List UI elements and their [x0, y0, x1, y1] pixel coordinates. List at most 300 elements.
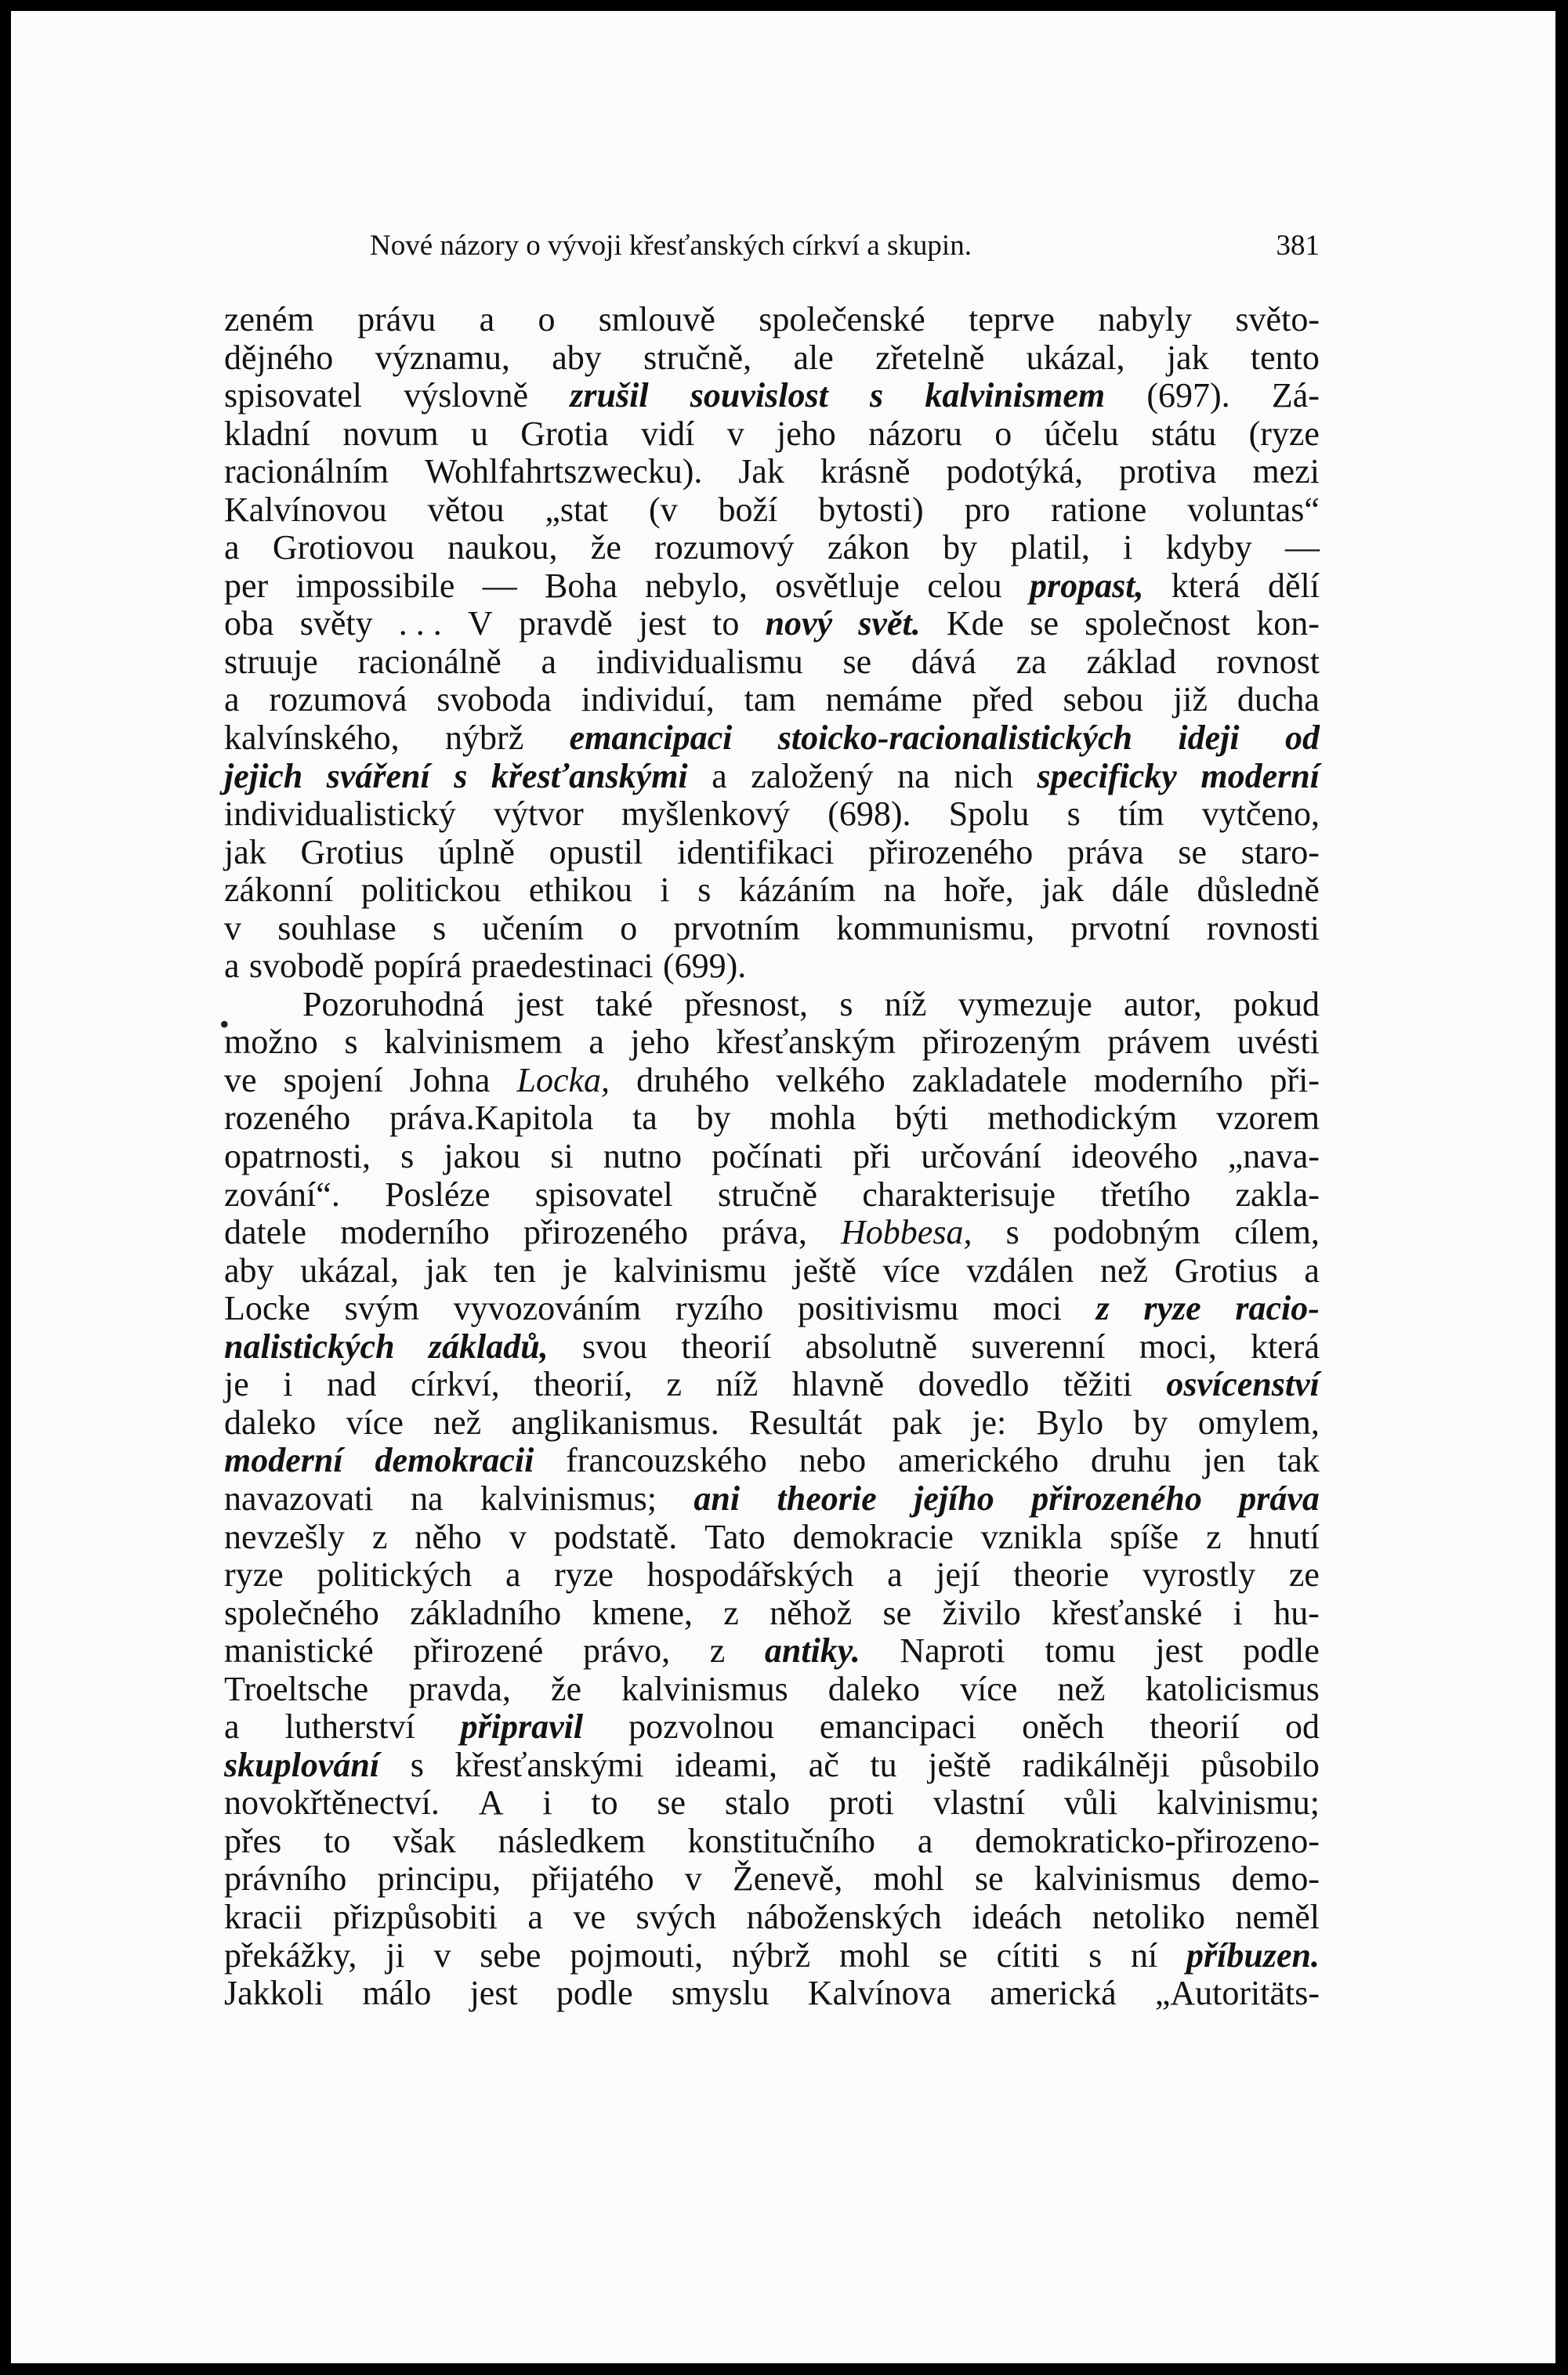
word: specificky: [1037, 756, 1177, 795]
word: rovnost: [1215, 642, 1320, 681]
word: zřetelně: [875, 338, 985, 377]
text-line: [224, 605, 1320, 643]
word: kalvinismus: [1034, 1859, 1201, 1899]
word: emancipaci: [819, 1707, 977, 1747]
word: Jak: [738, 452, 784, 491]
word: vznikla: [980, 1517, 1083, 1556]
word: Grotia: [520, 414, 609, 453]
word: nutno: [603, 1137, 683, 1176]
word: významu,: [375, 338, 510, 377]
word: osvícenství: [1166, 1365, 1320, 1404]
word: moci,: [1139, 1327, 1217, 1366]
word: i: [542, 1783, 552, 1823]
word: individualistický: [224, 795, 456, 834]
word: ani: [693, 1479, 741, 1518]
word: práva.Kapitola: [389, 1099, 594, 1138]
word: možno: [224, 1023, 318, 1062]
word: kdyby: [1165, 528, 1252, 567]
word: prvotním: [673, 908, 800, 947]
word: založený: [751, 756, 874, 795]
word: ukázal,: [1026, 338, 1125, 377]
word: cílem,: [1234, 1213, 1320, 1252]
word: ryzího: [675, 1289, 764, 1328]
word: principu,: [377, 1859, 502, 1899]
word: za: [1016, 642, 1047, 681]
word: navazovati: [224, 1479, 374, 1518]
text-line: [224, 1214, 1320, 1252]
word: přirozené: [413, 1631, 544, 1671]
word: podobným: [1052, 1213, 1201, 1252]
word: Kalvínovou: [224, 490, 387, 529]
word: demokraticko-přirozeno-: [975, 1821, 1320, 1860]
word: a: [527, 1897, 543, 1936]
word: vyvozováním: [453, 1289, 642, 1328]
word: Grotius: [1174, 1251, 1278, 1290]
word: oněch: [1022, 1707, 1105, 1747]
word: to: [324, 1821, 351, 1860]
word: na: [411, 1479, 444, 1518]
text-line: [224, 1176, 1320, 1215]
word: je: [562, 1251, 588, 1290]
word: cítiti: [996, 1935, 1060, 1975]
text-line: [224, 491, 1320, 530]
word: velkého: [776, 1060, 885, 1099]
word: ještě: [928, 1745, 991, 1784]
word: (v: [648, 490, 678, 529]
word: skuplování: [224, 1745, 380, 1784]
word: vzorem: [1216, 1099, 1320, 1138]
word: z: [666, 1365, 683, 1404]
word: stalo: [724, 1783, 790, 1823]
word: jen: [1203, 1441, 1246, 1480]
word: o: [994, 414, 1012, 453]
word: od: [1284, 719, 1320, 758]
text-line: [224, 1252, 1320, 1291]
word: již: [1173, 680, 1208, 719]
word: ideách: [972, 1897, 1063, 1936]
word: kalvinismu;: [1157, 1783, 1320, 1823]
word: prvotní: [1070, 908, 1171, 947]
word: s: [344, 1023, 358, 1062]
word: s: [410, 1745, 424, 1784]
word: a: [224, 680, 240, 719]
word: kalvinismem: [384, 1023, 563, 1062]
text-line: [224, 1366, 1320, 1404]
word: počínati: [712, 1137, 823, 1176]
word: i: [1123, 528, 1133, 567]
word: větou: [427, 490, 505, 529]
word: práva,: [722, 1213, 807, 1252]
running-header: [370, 229, 1320, 268]
word: aby: [552, 338, 602, 377]
text-line: [224, 567, 1320, 606]
word: kracii: [224, 1897, 303, 1936]
word: ve: [224, 1060, 257, 1099]
word: racionálně: [357, 642, 502, 681]
word: Locke: [224, 1289, 310, 1328]
word: i: [1233, 1593, 1243, 1632]
word: zování“.: [224, 1175, 340, 1214]
word: více: [882, 1251, 940, 1290]
word: tomu: [1045, 1631, 1116, 1671]
word: novokřtěnectví.: [224, 1783, 440, 1823]
text-line: [224, 643, 1320, 682]
word: tak: [1277, 1441, 1320, 1480]
word: to: [712, 604, 740, 643]
word: opustil: [549, 832, 643, 871]
text-line: [224, 1671, 1320, 1709]
word: moderní: [224, 1441, 343, 1480]
word: pokud: [1233, 984, 1320, 1023]
text-line: [224, 1404, 1320, 1443]
word: před: [972, 680, 1034, 719]
text-line: [224, 795, 1320, 834]
word: krásně: [820, 452, 911, 491]
word: stručně: [718, 1175, 818, 1214]
word: Locka,: [516, 1060, 610, 1099]
word: při: [853, 1137, 892, 1176]
word: z: [709, 1631, 726, 1671]
word: mezi: [1252, 452, 1320, 491]
word: přijatého: [531, 1859, 654, 1899]
word: zákon: [827, 528, 910, 567]
word: těžiti: [1063, 1365, 1132, 1404]
word: nebylo,: [645, 566, 748, 605]
word: málo: [362, 1974, 432, 2013]
word: druhého: [636, 1060, 750, 1099]
word: z: [1095, 1289, 1110, 1328]
word: protiva: [1118, 452, 1217, 491]
word: Kde: [946, 604, 1005, 643]
word: i: [660, 871, 670, 910]
word: křesťanskými: [491, 756, 688, 795]
word: přesnost,: [684, 984, 809, 1023]
word: politických: [317, 1555, 473, 1595]
word: ve: [573, 1897, 606, 1936]
word: methodickým: [987, 1099, 1178, 1138]
text-line: [224, 1975, 1320, 2013]
word: se: [657, 1783, 686, 1823]
word: theorií: [681, 1327, 772, 1366]
word: a: [917, 1821, 933, 1860]
word: popírá: [373, 947, 462, 986]
word: pozvolnou: [628, 1707, 774, 1747]
word: s: [839, 984, 853, 1023]
word: voluntas“: [1187, 490, 1320, 529]
text-line: [224, 719, 1320, 758]
word: „nava-: [1227, 1137, 1320, 1176]
word: hlavně: [791, 1365, 885, 1404]
word: určování: [921, 1137, 1042, 1176]
word: theorie: [1013, 1555, 1110, 1595]
word: individuí,: [581, 680, 715, 719]
word: pravda,: [408, 1669, 511, 1708]
word: Grotiovou: [272, 528, 415, 567]
word: přirozeného: [523, 1213, 689, 1252]
word: základního: [410, 1593, 562, 1632]
word: křesťanským: [716, 1023, 896, 1062]
word: datele: [224, 1213, 307, 1252]
text-line: [224, 947, 1320, 986]
word: však: [393, 1821, 456, 1860]
page-number: 381: [1276, 230, 1320, 262]
word: a: [887, 1555, 903, 1595]
word: z: [1206, 1517, 1222, 1556]
word: zeném: [224, 300, 314, 339]
word: nevzešly: [224, 1517, 345, 1556]
word: s: [1066, 795, 1081, 834]
word: druhu: [1091, 1441, 1171, 1480]
word: racio-: [1235, 1289, 1320, 1328]
word: společenské: [759, 300, 925, 339]
word: kmene,: [592, 1593, 693, 1632]
text-line: [224, 415, 1320, 454]
text-line: [224, 871, 1320, 910]
word: výtvor: [493, 795, 584, 834]
word: spíše: [1110, 1517, 1179, 1556]
text-line: [224, 301, 1320, 339]
word: při-: [1269, 1060, 1320, 1099]
word: a: [505, 1555, 521, 1595]
word: od: [1284, 1707, 1320, 1747]
word: A: [478, 1783, 504, 1823]
word: (698).: [827, 795, 911, 834]
word: spojení: [283, 1060, 383, 1099]
word: a: [541, 642, 556, 681]
word: Jakkoli: [224, 1974, 324, 2013]
word: Boha: [544, 566, 617, 605]
text-line: [224, 1480, 1320, 1519]
word: Troeltsche: [224, 1669, 369, 1708]
word: v: [684, 1859, 702, 1899]
word: připravil: [460, 1707, 584, 1747]
text-line: [224, 910, 1320, 948]
word: naukou,: [447, 528, 558, 567]
word: kalvinismus;: [480, 1479, 657, 1518]
word: aby: [224, 1251, 274, 1290]
text-line: [224, 453, 1320, 491]
word: Ženevě,: [732, 1859, 843, 1899]
word: základ: [1086, 642, 1177, 681]
word: celou: [927, 566, 1002, 605]
word: rozeného: [224, 1099, 351, 1138]
word: dále: [1111, 871, 1169, 910]
word: demokracii: [375, 1441, 534, 1480]
word: svou: [581, 1327, 648, 1366]
word: nalistických: [224, 1327, 395, 1366]
word: racionálním: [224, 452, 389, 491]
word: sebou: [1063, 680, 1144, 719]
word: kalvinismu: [614, 1251, 767, 1290]
word: neměl: [1235, 1897, 1320, 1936]
word: suverenní: [971, 1327, 1106, 1366]
word: moderní: [1200, 756, 1320, 795]
word: per: [224, 566, 269, 605]
word: jest: [1155, 1631, 1204, 1671]
word: absolutně: [805, 1327, 938, 1366]
word: propast,: [1029, 566, 1144, 605]
word: mohla: [770, 1099, 856, 1138]
word: dává: [911, 642, 976, 681]
word: jak: [1166, 338, 1209, 377]
word: přirozeného: [1031, 1479, 1202, 1518]
running-title: Nové názory o vývoji křesťanských církví a skupin.: [370, 230, 972, 262]
word: francouzského: [566, 1441, 767, 1480]
word: anglikanismus.: [511, 1403, 719, 1442]
word: pro: [964, 490, 1011, 529]
word: zrušil: [570, 376, 649, 415]
word: níž: [715, 1365, 759, 1404]
word: vyrostly: [1142, 1555, 1256, 1595]
word: podotýká,: [946, 452, 1084, 491]
word: Bylo: [1036, 1403, 1104, 1442]
word: hoře,: [943, 871, 1014, 910]
text-line: [224, 1747, 1320, 1785]
word: identifikaci: [677, 832, 835, 871]
word: jest: [469, 1974, 518, 2013]
word: rozumová: [269, 680, 407, 719]
word: Hobbesa,: [841, 1213, 972, 1252]
word: příbuzen.: [1186, 1935, 1320, 1975]
word: právu: [357, 300, 436, 339]
word: s: [870, 376, 884, 415]
word: bytosti): [818, 490, 924, 529]
word: světy: [299, 604, 373, 643]
word: stoicko-racionalistických: [777, 719, 1132, 758]
text-line: [224, 1823, 1320, 1861]
word: Resultát: [748, 1403, 863, 1442]
word: pak: [892, 1403, 942, 1442]
word: nýbrž: [731, 1935, 811, 1975]
word: a: [224, 528, 240, 567]
word: positivismu: [797, 1289, 959, 1328]
word: svět.: [858, 604, 921, 643]
word: —: [1284, 528, 1320, 567]
word: kommunismu,: [836, 908, 1035, 947]
text-line: [224, 1784, 1320, 1823]
word: jak: [224, 832, 266, 871]
word: ideami,: [675, 1745, 778, 1784]
word: politickou: [360, 871, 502, 910]
word: ryze: [554, 1555, 614, 1595]
word: „stat: [545, 490, 609, 529]
word: nad: [327, 1365, 377, 1404]
word: se: [842, 642, 872, 681]
text-line: [224, 529, 1320, 567]
word: souhlase: [277, 908, 397, 947]
word: antiky.: [764, 1631, 860, 1671]
word: hospodářských: [646, 1555, 854, 1595]
word: podstatě.: [553, 1517, 678, 1556]
word: z: [723, 1593, 739, 1632]
word: V: [467, 604, 493, 643]
word: třetího: [1100, 1175, 1191, 1214]
word: důsledně: [1197, 871, 1320, 910]
word: výslovně: [404, 376, 529, 415]
text-line: [224, 1328, 1320, 1367]
word: v: [224, 908, 241, 947]
word: v: [509, 1517, 527, 1556]
word: rovnosti: [1206, 908, 1320, 947]
word: ideového: [1071, 1137, 1198, 1176]
word: omylem,: [1197, 1403, 1320, 1442]
word: vzdálen: [966, 1251, 1074, 1290]
word: učením: [482, 908, 584, 947]
word: osvětluje: [775, 566, 900, 605]
word: spisovatel: [224, 376, 362, 415]
word: zakladatele: [911, 1060, 1067, 1099]
word: sváření: [326, 756, 430, 795]
word: nabyly: [1098, 300, 1193, 339]
word: o: [620, 908, 638, 947]
word: (ryze: [1248, 414, 1320, 453]
word: smlouvě: [598, 300, 715, 339]
word: emancipaci: [569, 719, 733, 758]
word: spisovatel: [534, 1175, 673, 1214]
word: —: [482, 566, 517, 605]
word: souvislost: [690, 376, 828, 415]
word: dějného: [224, 338, 334, 377]
word: nich: [954, 756, 1013, 795]
word: tento: [1250, 338, 1320, 377]
word: nebo: [798, 1441, 867, 1480]
word: vlastní: [932, 1783, 1026, 1823]
word: tam: [744, 680, 796, 719]
word: nemáme: [825, 680, 943, 719]
word: boží: [718, 490, 778, 529]
word: Wohlfahrtszwecku).: [424, 452, 703, 491]
text-line: [224, 758, 1320, 796]
word: myšlenkový: [621, 795, 791, 834]
word: katolicismus: [1145, 1669, 1320, 1708]
word: s: [454, 756, 468, 795]
word: ten: [494, 1251, 536, 1290]
word: svým: [344, 1289, 419, 1328]
word: svobodě: [248, 947, 364, 986]
word: teprve: [969, 300, 1056, 339]
word: a: [712, 756, 727, 795]
word: ryze: [224, 1555, 284, 1595]
word: proti: [828, 1783, 894, 1823]
word: na: [883, 871, 917, 910]
text-line: [224, 681, 1320, 719]
text-line: [224, 1099, 1320, 1138]
word: působilo: [1200, 1745, 1320, 1784]
word: a: [224, 947, 240, 986]
word: že: [590, 528, 621, 567]
word: (697).: [1146, 376, 1230, 415]
word: překážky,: [224, 1935, 357, 1975]
word: svých: [636, 1897, 717, 1936]
word: je:: [972, 1403, 1007, 1442]
word: s: [400, 1137, 415, 1176]
word: než: [1100, 1251, 1149, 1290]
word: podle: [556, 1974, 633, 2013]
word: ji: [386, 1935, 405, 1975]
word: se: [939, 1935, 968, 1975]
word: charakterisuje: [862, 1175, 1056, 1214]
word: přes: [224, 1821, 282, 1860]
word: manistické: [224, 1631, 374, 1671]
word: v: [433, 1935, 451, 1975]
margin-mark: •: [219, 1008, 230, 1040]
word: pravdě: [518, 604, 613, 643]
word: křesťanské: [1052, 1593, 1203, 1632]
word: práva: [1239, 1479, 1320, 1518]
text-line: [224, 834, 1320, 872]
word: hu-: [1273, 1593, 1320, 1632]
word: amerického: [897, 1441, 1059, 1480]
